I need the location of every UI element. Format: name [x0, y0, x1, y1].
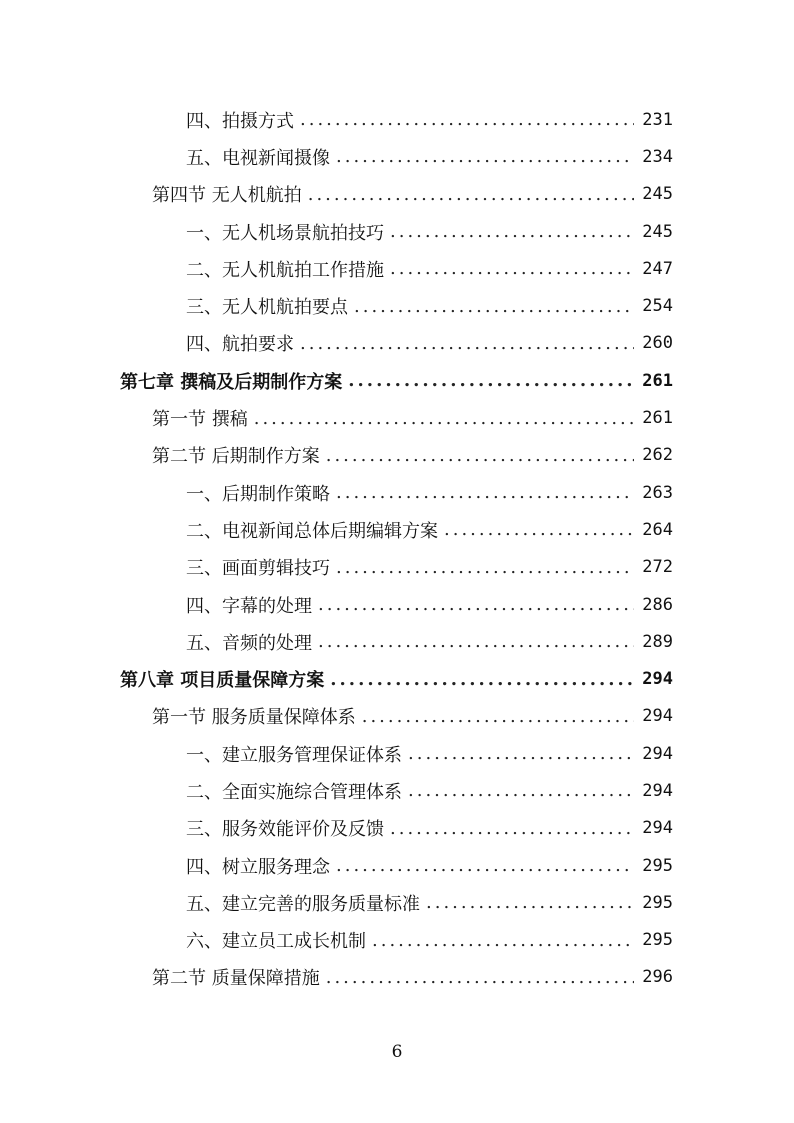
- toc-entry-label: 第一节 服务质量保障体系: [152, 707, 356, 729]
- dot-leader: [362, 706, 635, 727]
- toc-entry-label: 第七章 撰稿及后期制作方案: [120, 371, 343, 393]
- dot-leader: [308, 184, 635, 205]
- toc-entry[interactable]: [186, 592, 673, 618]
- dot-leader: [326, 967, 635, 988]
- toc-entry-page: 294: [642, 669, 673, 690]
- toc-entry-page: 295: [642, 892, 673, 913]
- toc-entry-page: 294: [642, 743, 673, 764]
- toc-entry-page: 231: [642, 109, 673, 130]
- toc-row[interactable]: [0, 138, 794, 175]
- dot-leader: [336, 482, 634, 503]
- toc-row[interactable]: [0, 474, 794, 511]
- toc-entry[interactable]: [186, 107, 673, 133]
- toc-entry-label: 三、服务效能评价及反馈: [186, 819, 384, 841]
- toc-entry-page: 234: [642, 146, 673, 167]
- toc-row[interactable]: [0, 399, 794, 436]
- toc-entry[interactable]: [186, 480, 673, 506]
- toc-row[interactable]: [0, 847, 794, 884]
- toc-entry-label: 第四节 无人机航拍: [152, 185, 302, 207]
- dot-leader: [318, 631, 634, 652]
- toc-entry-page: 245: [642, 184, 673, 205]
- dot-leader: [354, 296, 634, 317]
- toc-entry-label: 二、全面实施综合管理体系: [186, 781, 402, 803]
- toc-row[interactable]: [0, 810, 794, 847]
- toc-entry-page: 263: [642, 482, 673, 503]
- toc-entry[interactable]: [186, 144, 673, 170]
- toc-row[interactable]: [0, 549, 794, 586]
- toc-entry-page: 296: [642, 967, 673, 988]
- toc-entry-label: 一、无人机场景航拍技巧: [186, 222, 384, 244]
- dot-leader: [426, 892, 634, 913]
- toc-entry-page: 254: [642, 296, 673, 317]
- toc-entry-label: 六、建立员工成长机制: [186, 931, 366, 953]
- toc-entry-page: 264: [642, 519, 673, 540]
- toc-entry[interactable]: [186, 778, 673, 804]
- dot-leader: [408, 780, 634, 801]
- toc-row[interactable]: [0, 213, 794, 250]
- toc-row[interactable]: [0, 250, 794, 287]
- toc-entry[interactable]: [186, 853, 673, 879]
- toc-entry-page: 245: [642, 221, 673, 242]
- toc-entry[interactable]: [152, 703, 673, 729]
- dot-leader: [326, 445, 635, 466]
- toc-entry[interactable]: [152, 442, 673, 468]
- toc-row[interactable]: [0, 176, 794, 213]
- toc-row[interactable]: [0, 660, 794, 697]
- toc-entry-label: 第二节 质量保障措施: [152, 968, 320, 990]
- toc-entry[interactable]: [186, 256, 673, 282]
- toc-entry-label: 五、建立完善的服务质量标准: [186, 893, 420, 915]
- toc-entry[interactable]: [152, 964, 673, 990]
- toc-entry-label: 五、音频的处理: [186, 632, 312, 654]
- toc-entry-label: 四、航拍要求: [186, 334, 294, 356]
- dot-leader: [254, 408, 635, 429]
- toc-row[interactable]: [0, 884, 794, 921]
- dot-leader: [372, 930, 634, 951]
- dot-leader: [318, 594, 634, 615]
- toc-entry[interactable]: [186, 629, 673, 655]
- toc-entry[interactable]: [186, 219, 673, 245]
- toc-entry-page: 286: [642, 594, 673, 615]
- dot-leader: [444, 519, 634, 540]
- toc-entry-label: 第二节 后期制作方案: [152, 446, 320, 468]
- dot-leader: [390, 258, 634, 279]
- toc-row[interactable]: [0, 959, 794, 996]
- toc-entry-page: 261: [642, 408, 673, 429]
- toc-entry[interactable]: [186, 741, 673, 767]
- toc-entry-page: 295: [642, 930, 673, 951]
- toc-entry[interactable]: [152, 405, 673, 431]
- dot-leader: [300, 333, 634, 354]
- toc-row[interactable]: [0, 735, 794, 772]
- toc-entry[interactable]: [186, 293, 673, 319]
- toc-entry-label: 第八章 项目质量保障方案: [120, 670, 325, 692]
- dot-leader: [390, 818, 634, 839]
- toc-row[interactable]: [0, 362, 794, 399]
- toc-row[interactable]: [0, 437, 794, 474]
- toc-entry-label: 二、电视新闻总体后期编辑方案: [186, 520, 438, 542]
- toc-entry-page: 261: [642, 370, 673, 391]
- toc-row[interactable]: [0, 922, 794, 959]
- toc-row[interactable]: [0, 772, 794, 809]
- toc-entry[interactable]: [186, 815, 673, 841]
- toc-entry[interactable]: [152, 181, 673, 207]
- toc-row[interactable]: [0, 511, 794, 548]
- toc-entry-label: 三、画面剪辑技巧: [186, 558, 330, 580]
- toc-row[interactable]: [0, 325, 794, 362]
- toc-chapter-entry[interactable]: [120, 666, 673, 692]
- toc-entry[interactable]: [186, 890, 673, 916]
- dot-leader: [348, 370, 634, 391]
- toc-entry-page: 260: [642, 333, 673, 354]
- toc-entry-page: 247: [642, 258, 673, 279]
- toc-entry[interactable]: [186, 517, 673, 543]
- toc-entry-label: 四、拍摄方式: [186, 110, 294, 132]
- toc-entry-label: 一、建立服务管理保证体系: [186, 744, 402, 766]
- table-of-contents: [0, 101, 794, 996]
- dot-leader: [390, 221, 634, 242]
- toc-entry[interactable]: [186, 330, 673, 356]
- toc-entry-page: 294: [642, 780, 673, 801]
- toc-entry-page: 294: [642, 818, 673, 839]
- dot-leader: [336, 855, 634, 876]
- toc-row[interactable]: [0, 287, 794, 324]
- page-number: 6: [391, 1042, 403, 1062]
- dot-leader: [330, 669, 634, 690]
- toc-entry-label: 二、无人机航拍工作措施: [186, 259, 384, 281]
- toc-entry-label: 一、后期制作策略: [186, 483, 330, 505]
- toc-entry-page: 294: [642, 706, 673, 727]
- toc-row[interactable]: [0, 698, 794, 735]
- toc-entry-label: 三、无人机航拍要点: [186, 297, 348, 319]
- toc-entry-page: 262: [642, 445, 673, 466]
- toc-row[interactable]: [0, 586, 794, 623]
- dot-leader: [336, 557, 634, 578]
- toc-row[interactable]: [0, 623, 794, 660]
- toc-entry-label: 四、树立服务理念: [186, 856, 330, 878]
- toc-entry[interactable]: [186, 927, 673, 953]
- toc-entry[interactable]: [186, 554, 673, 580]
- toc-entry-label: 五、电视新闻摄像: [186, 147, 330, 169]
- dot-leader: [336, 146, 634, 167]
- toc-entry-page: 289: [642, 631, 673, 652]
- toc-row[interactable]: [0, 101, 794, 138]
- dot-leader: [408, 743, 634, 764]
- toc-entry-page: 272: [642, 557, 673, 578]
- toc-entry-label: 四、字幕的处理: [186, 595, 312, 617]
- dot-leader: [300, 109, 634, 130]
- toc-entry-label: 第一节 撰稿: [152, 409, 248, 431]
- toc-chapter-entry[interactable]: [120, 368, 673, 394]
- toc-entry-page: 295: [642, 855, 673, 876]
